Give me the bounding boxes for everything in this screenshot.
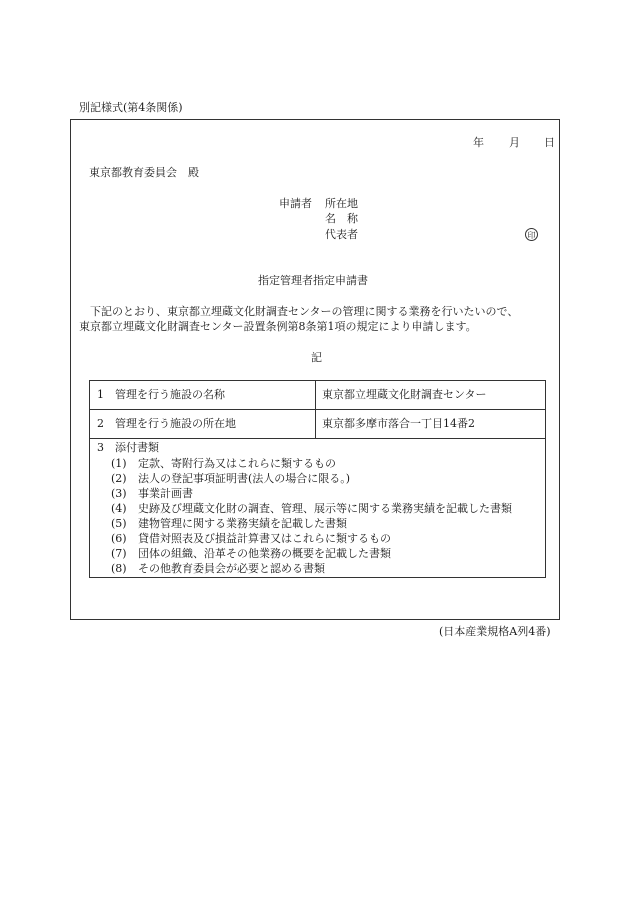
attachment-number: (4) — [111, 502, 127, 515]
attachment-text: その他教育委員会が必要と認める書類 — [138, 562, 325, 575]
attachment-number: (5) — [111, 517, 127, 530]
attachment-number: (6) — [111, 532, 127, 545]
document-title: 指定管理者指定申請書 — [258, 274, 368, 287]
applicant-label: 申請者 — [279, 197, 312, 210]
attachment-text: 法人の登記事項証明書(法人の場合に限る。) — [138, 472, 351, 485]
details-table — [89, 380, 546, 578]
row1-number: 1 — [97, 388, 104, 401]
addressee: 東京都教育委員会 殿 — [89, 166, 199, 179]
attachment-text: 貸借対照表及び損益計算書又はこれらに類するもの — [138, 532, 391, 545]
attachment-number: (2) — [111, 472, 127, 485]
table-row-divider — [90, 438, 545, 439]
row3-label: 添付書類 — [115, 441, 159, 454]
applicant-name-label: 名 称 — [325, 212, 358, 225]
seal-mark: 印 — [525, 228, 538, 241]
attachment-number: (8) — [111, 562, 127, 575]
row3-number: 3 — [97, 441, 104, 454]
attachment-text: 建物管理に関する業務実績を記載した書類 — [138, 517, 347, 530]
date-month-label: 月 — [509, 136, 520, 149]
attachment-text: 定款、寄附行為又はこれらに類するもの — [138, 457, 336, 470]
attachment-text: 団体の組織、沿革その他業務の概要を記載した書類 — [138, 547, 391, 560]
attachment-number: (7) — [111, 547, 127, 560]
attachment-text: 史跡及び埋蔵文化財の調査、管理、展示等に関する業務実績を記載した書類 — [138, 502, 512, 515]
date-day-label: 日 — [544, 136, 555, 149]
date-year-label: 年 — [473, 136, 484, 149]
applicant-address-label: 所在地 — [325, 197, 358, 210]
footer-note: (日本産業規格A列4番) — [439, 625, 551, 638]
row1-label: 管理を行う施設の名称 — [115, 388, 225, 401]
body-line-1: 下記のとおり、東京都立埋蔵文化財調査センターの管理に関する業務を行いたいので、 — [90, 305, 519, 318]
body-line-2: 東京都立埋蔵文化財調査センター設置条例第8条第1項の規定により申請します。 — [79, 320, 477, 333]
attachment-number: (3) — [111, 487, 127, 500]
row2-label: 管理を行う施設の所在地 — [115, 417, 236, 430]
row2-number: 2 — [97, 417, 104, 430]
ki-label: 記 — [311, 351, 322, 364]
row1-value: 東京都立埋蔵文化財調査センター — [322, 388, 487, 401]
row2-value: 東京都多摩市落合一丁目14番2 — [322, 417, 475, 430]
attachment-text: 事業計画書 — [138, 487, 193, 500]
table-row-divider — [90, 409, 545, 410]
form-header-note: 別記様式(第4条関係) — [79, 101, 183, 114]
attachment-number: (1) — [111, 457, 127, 470]
applicant-rep-label: 代表者 — [325, 228, 358, 241]
